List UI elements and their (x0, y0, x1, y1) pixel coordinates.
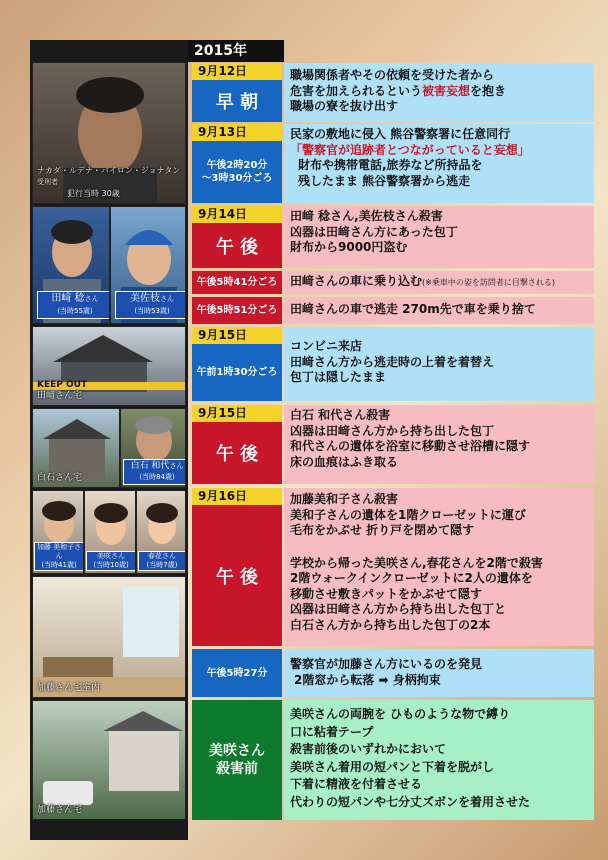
house-icon (33, 701, 186, 820)
suspect-name: ナカダ・ルデナ・バイロン・ジョナタン (37, 166, 181, 175)
entry-sep16-text: 加藤美和子さん殺害 美和子さんの遺体を1階クローゼットに運び 毛布をかぶせ 折り戸を閉めて隠す 学校から帰った美咲さん,春花さんを2階で殺害 2階ウォークインクローゼットに2人の遺体を 移動させ敷きパットをかぶせて隠す 凶器は田﨑さん方から持ち出した包丁と 白石さん方から持ち出した包丁の2本 (284, 488, 594, 646)
house2-photo (32, 408, 120, 488)
suspect-photo (32, 62, 186, 204)
victim6-photo: 春花さん (当時7歳) (136, 490, 186, 574)
victim5-age: (当時10歳) (93, 561, 129, 569)
label-before-murder: 美咲さん 殺害前 (192, 700, 282, 820)
house1-caption: 田﨑さん宅 (37, 391, 83, 401)
date-sep14: 9月14日 (192, 206, 282, 223)
label-afternoon-3: 午 後 (192, 505, 282, 646)
label-time-1751: 午後5時51分ごろ (192, 297, 282, 324)
suspect-age: 犯行当時 30歳 (67, 189, 120, 198)
room-icon (33, 577, 186, 698)
entry-sep15a-text: コンビニ来店 田﨑さん方から逃走時の上着を着替え 包丁は隠したまま (284, 327, 594, 401)
delusion-highlight: 被害妄想 (422, 83, 471, 98)
victim5-name: 美咲 (97, 552, 111, 560)
label-afternoon-1: 午 後 (192, 223, 282, 268)
house3-interior-photo (32, 576, 186, 698)
label-morning: 早 朝 (192, 80, 282, 122)
date-sep15-a: 9月15日 (192, 327, 282, 344)
police-delusion-highlight: 「警察官が追跡者とつながっていると妄想」 (290, 142, 530, 157)
label-time-1741: 午後5時41分ごろ (192, 271, 282, 294)
victim3-photo: 白石 和代さん (当時84歳) (120, 408, 186, 488)
arrow-right-icon: ➡ (378, 672, 389, 687)
victim2-age: (当時53歳) (134, 307, 170, 315)
victim1-age: (当時55歳) (57, 307, 93, 315)
date-sep13: 9月13日 (192, 124, 282, 141)
date-sep15-b: 9月15日 (192, 405, 282, 422)
victim2-photo: 美佐枝さん (当時53歳) (110, 206, 186, 324)
label-time-1727: 午後5時27分 (192, 649, 282, 697)
entry-sep14-text: 田﨑 稔さん,美佐枝さん殺害 凶器は田﨑さん方にあった包丁 財布から9000円盗む (284, 206, 594, 268)
label-time-1420: 午後2時20分 〜3時30分ごろ (192, 141, 282, 203)
victim3-name: 白石 和代 (130, 461, 170, 471)
house1-photo (32, 326, 186, 406)
entry-sep12-text: 職場関係者やその依頼を受けた者から 危害を加えられるという被害妄想を抱き 職場の寮を抜け出す (284, 63, 594, 122)
label-afternoon-2: 午 後 (192, 422, 282, 484)
victim3-age: (当時84歳) (139, 473, 175, 481)
victim6-age: (当時7歳) (146, 561, 178, 569)
year-header: 2015年 (188, 40, 284, 62)
entry-1727-text: 警察官が加藤さん方にいるのを発見 2階窓から転落 ➡ 身柄拘束 (284, 649, 594, 697)
entry-sep15b-text: 白石 和代さん殺害 凶器は田﨑さん方から持ち出した包丁 和代さんの遺体を浴室に移動させ浴槽に隠す 床の血痕はふき取る (284, 405, 594, 484)
suspect-role: 受刑者 (37, 178, 58, 186)
house3-caption: 加藤さん宅 (37, 805, 83, 815)
victim1-photo: 田﨑 稔さん (当時55歳) (32, 206, 110, 324)
victim4-name: 加藤 美和子 (36, 543, 75, 551)
victim5-photo: 美咲さん (当時10歳) (84, 490, 136, 574)
victim4-photo: 加藤 美和子さん (当時41歳) (32, 490, 84, 574)
victim4-age: (当時41歳) (41, 561, 77, 569)
keepout-tape: KEEP OUT (37, 380, 88, 390)
entry-1751-text: 田﨑さんの車で逃走 270m先で車を乗り捨て (284, 297, 594, 324)
house3-interior-caption: 加藤さん宅室内 (37, 683, 101, 693)
victim6-name: 春花 (148, 552, 162, 560)
date-sep12: 9月12日 (192, 63, 282, 80)
victim2-name: 美佐枝 (130, 293, 160, 304)
house3-photo (32, 700, 186, 820)
entry-before-murder-text: 美咲さんの両腕を ひものような物で縛り 口に粘着テープ 殺害前後のいずれかにおいて 美咲さん着用の短パンと下着を脱がし 下着に精液を付着させる 代わりの短パンや七分丈ズボンを着用させた (284, 700, 594, 820)
label-time-0130: 午前1時30分ごろ (192, 344, 282, 401)
date-sep16: 9月16日 (192, 488, 282, 505)
entry-sep13-text: 民家の敷地に侵入 熊谷警察署に任意同行 「警察官が追跡者とつながっていると妄想」 財布や携帯電話,旅券など所持品を 残したまま 熊谷警察署から逃走 (284, 124, 594, 203)
house2-caption: 白石さん宅 (37, 473, 83, 483)
victim1-name: 田﨑 稔 (51, 293, 85, 304)
entry-1741-text: 田﨑さんの車に乗り込む(※乗車中の姿を訪問者に目撃される) (284, 271, 594, 294)
